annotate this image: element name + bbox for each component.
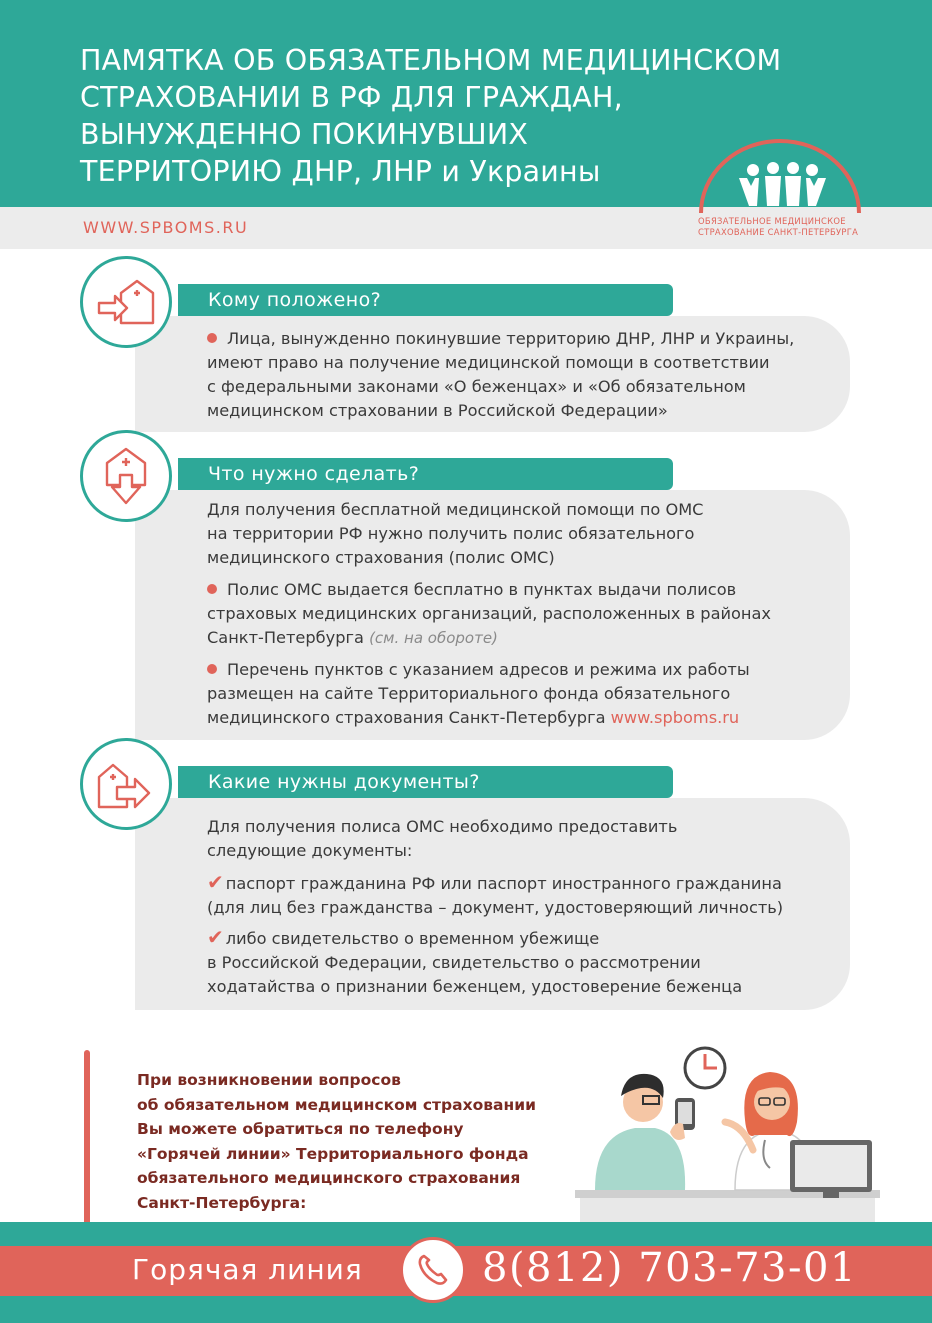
section-text: ✔ либо свидетельство о временном убежище в Российской Федерации, свидетельство о рассмотрении ходатайства о признании беженцем, удостоверение беженца bbox=[207, 925, 743, 996]
section-text: Полис ОМС выдается бесплатно в пунктах выдачи полисов страховых медицинских организаций, расположенных в районах Санкт-Петербурга (см. на обороте) bbox=[207, 580, 772, 647]
section-text: Перечень пунктов с указанием адресов и режима их работы размещен на сайте Территориального фонда обязательного медицинского страхования Санкт-Петербурга www.spboms.ru bbox=[207, 660, 750, 727]
hotline-phone-number[interactable]: 8(812) 703-73-01 bbox=[482, 1245, 857, 1291]
house-arrow-down-icon bbox=[95, 445, 157, 507]
title-line: ВЫНУЖДЕННО ПОКИНУВШИХ bbox=[80, 118, 529, 151]
hotline-band-bottom bbox=[0, 1296, 932, 1323]
section-heading: Что нужно сделать? bbox=[178, 458, 673, 490]
title-line: ПАМЯТКА ОБ ОБЯЗАТЕЛЬНОМ МЕДИЦИНСКОМ bbox=[80, 44, 782, 77]
section-heading: Кому положено? bbox=[178, 284, 673, 316]
check-icon: ✔ bbox=[207, 925, 224, 949]
question-text: При возникновении вопросов об обязательном медицинском страховании Вы можете обратиться по телефону «Горячей линии» Территориального фонда обязательного медицинского страхования Санкт-Петербурга: bbox=[137, 1071, 536, 1212]
clock-icon bbox=[685, 1048, 725, 1088]
section-icon-circle bbox=[80, 430, 172, 522]
check-icon: ✔ bbox=[207, 870, 224, 894]
title-line: ТЕРРИТОРИЮ ДНР, ЛНР и Украины bbox=[80, 155, 601, 188]
note-text: (см. на обороте) bbox=[369, 629, 498, 647]
house-arrow-in-icon bbox=[95, 271, 157, 333]
reception-illustration bbox=[575, 1040, 880, 1225]
section-text: Для получения бесплатной медицинской помощи по ОМС на территории РФ нужно получить полис обязательного медицинского страхования (полис ОМС) bbox=[207, 500, 704, 567]
site-link[interactable]: WWW.SPBOMS.RU bbox=[83, 218, 249, 237]
title-line: СТРАХОВАНИИ В РФ ДЛЯ ГРАЖДАН, bbox=[80, 81, 623, 114]
logo-caption bbox=[698, 216, 868, 238]
bullet-dot bbox=[207, 664, 217, 674]
section-heading: Какие нужны документы? bbox=[178, 766, 673, 798]
bullet-dot bbox=[207, 584, 217, 594]
site-link-inline[interactable]: www.spboms.ru bbox=[610, 708, 740, 727]
section-icon-circle bbox=[80, 738, 172, 830]
hotline-label: Горячая линия bbox=[132, 1253, 363, 1286]
phone-icon bbox=[415, 1252, 451, 1288]
section-text: Для получения полиса ОМС необходимо предоставить следующие документы: bbox=[207, 817, 678, 860]
house-arrow-out-icon bbox=[95, 753, 157, 815]
bullet-dot bbox=[207, 333, 217, 343]
section-icon-circle bbox=[80, 256, 172, 348]
phone-icon-circle bbox=[400, 1237, 466, 1303]
logo-line: ОБЯЗАТЕЛЬНОЕ МЕДИЦИНСКОЕ bbox=[698, 216, 846, 226]
section-text: Лица, вынужденно покинувшие территорию ДНР, ЛНР и Украины, имеют право на получение медицинской помощи в соответствии с федеральными законами «О беженцах» и «Об обязательном медицинском страховании в Российской Федерации» bbox=[207, 329, 795, 420]
section-text: ✔ паспорт гражданина РФ или паспорт иностранного гражданина (для лиц без гражданства – документ, удостоверяющий личность) bbox=[207, 870, 784, 917]
logo-line: СТРАХОВАНИЕ САНКТ-ПЕТЕРБУРГА bbox=[698, 227, 859, 237]
